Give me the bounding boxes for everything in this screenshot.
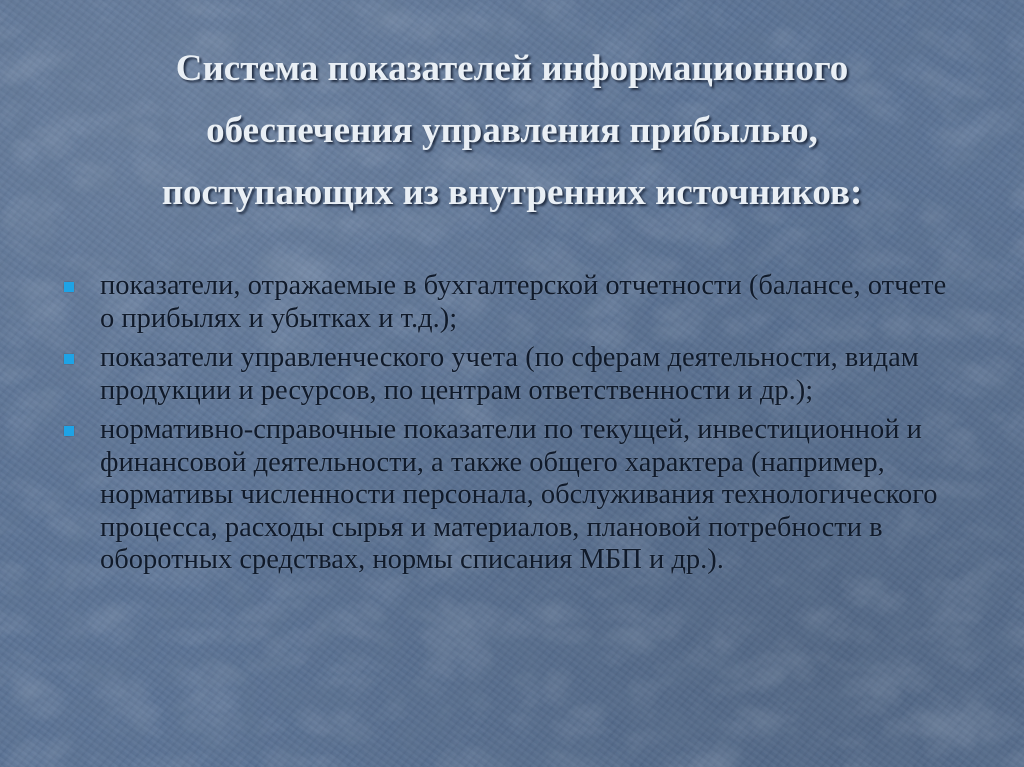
square-bullet-icon [64,282,74,292]
bullet-item-accounting [58,270,958,335]
bullet-text: показатели, отражаемые в бухгалтерской отчетности (балансе, отчете о прибылях и убытках и т.д.); [100,270,947,334]
bullet-text: показатели управленческого учета (по сферам деятельности, видам продукции и ресурсов, по центрам ответственности и др.); [100,342,919,406]
bullet-item-management [58,342,958,407]
title-line-2: обеспечения управления прибылью, [206,110,818,151]
slide-title [60,38,964,224]
bullet-text: нормативно-справочные показатели по текущей, инвестиционной и финансовой деятельности, а также общего характера (например, нормативы численности персонала, обслуживания технологического процесса, расходы сырья и материалов, плановой потребности в оборотных средствах, нормы списания МБП и др.). [100,414,938,575]
square-bullet-icon [64,426,74,436]
title-line-3: поступающих из внутренних источников: [161,172,863,213]
square-bullet-icon [64,354,74,364]
bullet-list [58,270,958,584]
title-line-1: Система показателей информационного [175,48,849,89]
bullet-item-normative [58,414,958,577]
